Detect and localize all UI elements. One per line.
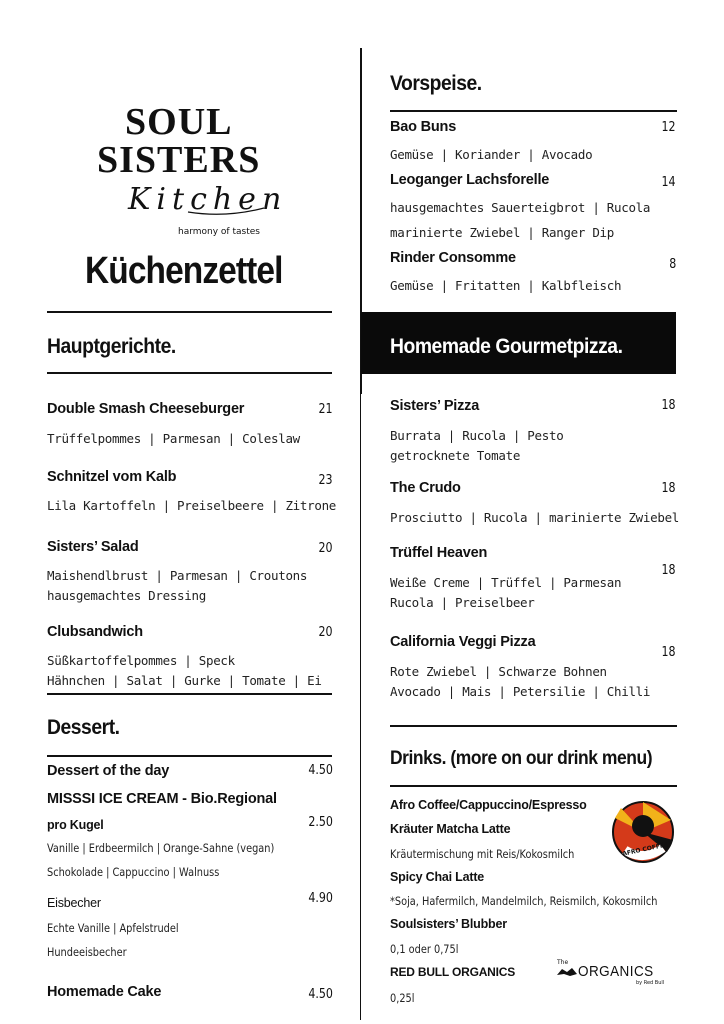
vorspeise-rule — [390, 110, 677, 112]
drinks-chai-desc: *Soja, Hafermilch, Mandelmilch, Reismilch, Kokosmilch — [390, 894, 658, 908]
vorspeise-item-price: 12 — [661, 120, 676, 135]
logo-script: Kitchen — [128, 182, 288, 217]
pizza-item-name: Sisters’ Pizza — [390, 398, 480, 414]
haupt-item-name: Double Smash Cheeseburger — [47, 401, 245, 417]
vorspeise-title: Vorspeise. — [390, 72, 482, 95]
vorspeise-item-name: Rinder Consomme — [390, 250, 516, 266]
drinks-blubber-desc: 0,1 oder 0,75l — [390, 942, 459, 956]
dessert-eis-name: Eisbecher — [47, 896, 101, 910]
dessert-ice-desc: Vanille | Erdbeermilch | Orange-Sahne (vegan) — [47, 841, 275, 855]
logo-tagline: harmony of tastes — [178, 227, 260, 237]
afro-coffee-logo-text: AFRO COFFEE — [621, 841, 669, 858]
vorspeise-item-price: 14 — [661, 175, 676, 190]
organics-logo-by: by Red Bull — [636, 980, 665, 986]
pizza-item-name: Trüffel Heaven — [390, 545, 488, 561]
pizza-item-desc: Prosciutto | Rucola | marinierte Zwiebel — [390, 510, 680, 525]
vorspeise-item-name: Bao Buns — [390, 119, 457, 135]
haupt-item-price: 20 — [318, 541, 333, 556]
logo-sisters: SISTERS — [97, 139, 261, 181]
haupt-item-desc: Lila Kartoffeln | Preiselbeere | Zitrone — [47, 498, 337, 513]
pizza-item-desc: getrocknete Tomate — [390, 448, 521, 463]
haupt-title: Hauptgerichte. — [47, 335, 176, 358]
haupt-rule-bottom — [47, 693, 332, 695]
vorspeise-item-desc: marinierte Zwiebel | Ranger Dip — [390, 225, 614, 240]
dessert-eis-desc: Hundeeisbecher — [47, 945, 127, 959]
haupt-item-price: 21 — [318, 402, 333, 417]
dessert-cake-price: 4.50 — [308, 987, 333, 1002]
dessert-ice-name: MISSSI ICE CREAM - Bio.Regional — [47, 791, 277, 807]
haupt-item-price: 20 — [318, 625, 333, 640]
haupt-item-name: Sisters’ Salad — [47, 539, 139, 555]
dessert-eis-desc: Echte Vanille | Apfelstrudel — [47, 921, 179, 935]
drinks-matcha: Kräuter Matcha Latte — [390, 822, 511, 836]
pizza-item-price: 18 — [661, 645, 676, 660]
haupt-rule-top — [47, 311, 332, 313]
haupt-item-name: Schnitzel vom Kalb — [47, 469, 177, 485]
drinks-redbull-desc: 0,25l — [390, 991, 415, 1005]
vorspeise-item-desc: Gemüse | Fritatten | Kalbfleisch — [390, 278, 622, 293]
dessert-cake-name: Homemade Cake — [47, 984, 162, 1000]
logo-swash-icon — [186, 204, 266, 218]
pizza-item-desc: Weiße Creme | Trüffel | Parmesan — [390, 575, 622, 590]
haupt-item-desc: Süßkartoffelpommes | Speck — [47, 653, 235, 668]
organics-logo-word: ORGANICS — [578, 963, 654, 980]
dessert-kugel: pro Kugel — [47, 818, 104, 832]
dessert-kugel-price: 2.50 — [308, 815, 333, 830]
dessert-eis-price: 4.90 — [308, 891, 333, 906]
dessert-day-price: 4.50 — [308, 763, 333, 778]
drinks-chai: Spicy Chai Latte — [390, 870, 485, 884]
vorspeise-item-name: Leoganger Lachsforelle — [390, 172, 550, 188]
haupt-item-price: 23 — [318, 473, 333, 488]
haupt-item-desc: Hähnchen | Salat | Gurke | Tomate | Ei — [47, 673, 322, 688]
dessert-rule — [47, 755, 332, 757]
pizza-item-price: 18 — [661, 563, 676, 578]
page-title: Küchenzettel — [85, 250, 283, 292]
haupt-item-desc: hausgemachtes Dressing — [47, 588, 206, 603]
haupt-item-desc: Maishendlbrust | Parmesan | Croutons — [47, 568, 308, 583]
column-divider-lower — [360, 394, 361, 1020]
haupt-rule — [47, 372, 332, 374]
dessert-day-name: Dessert of the day — [47, 763, 170, 779]
logo-soul: SOUL — [125, 101, 233, 143]
vorspeise-item-desc: Gemüse | Koriander | Avocado — [390, 147, 593, 162]
drinks-redbull: RED BULL ORGANICS — [390, 965, 516, 979]
dessert-ice-desc: Schokolade | Cappuccino | Walnuss — [47, 865, 220, 879]
haupt-item-name: Clubsandwich — [47, 624, 143, 640]
pizza-item-desc: Burrata | Rucola | Pesto — [390, 428, 564, 443]
pizza-rule-bottom — [390, 725, 677, 727]
drinks-afro: Afro Coffee/Cappuccino/Espresso — [390, 798, 587, 812]
red-bull-icon — [556, 966, 578, 978]
pizza-item-desc: Rucola | Preiselbeer — [390, 595, 535, 610]
pizza-item-desc: Avocado | Mais | Petersilie | Chilli — [390, 684, 651, 699]
pizza-title: Homemade Gourmetpizza. — [390, 335, 623, 358]
drinks-title: Drinks. (more on our drink menu) — [390, 748, 653, 769]
pizza-item-price: 18 — [661, 398, 676, 413]
drinks-rule — [390, 785, 677, 787]
afro-coffee-logo-icon — [611, 800, 675, 864]
pizza-item-name: The Crudo — [390, 480, 461, 496]
haupt-item-desc: Trüffelpommes | Parmesan | Coleslaw — [47, 431, 300, 446]
organics-logo-the: The — [557, 959, 569, 966]
vorspeise-item-price: 8 — [668, 257, 676, 272]
pizza-item-name: California Veggi Pizza — [390, 634, 536, 650]
dessert-title: Dessert. — [47, 716, 120, 739]
drinks-blubber: Soulsisters’ Blubber — [390, 917, 507, 931]
pizza-item-price: 18 — [661, 481, 676, 496]
pizza-item-desc: Rote Zwiebel | Schwarze Bohnen — [390, 664, 607, 679]
drinks-matcha-desc: Kräutermischung mit Reis/Kokosmilch — [390, 847, 575, 861]
vorspeise-item-desc: hausgemachtes Sauerteigbrot | Rucola — [390, 200, 651, 215]
